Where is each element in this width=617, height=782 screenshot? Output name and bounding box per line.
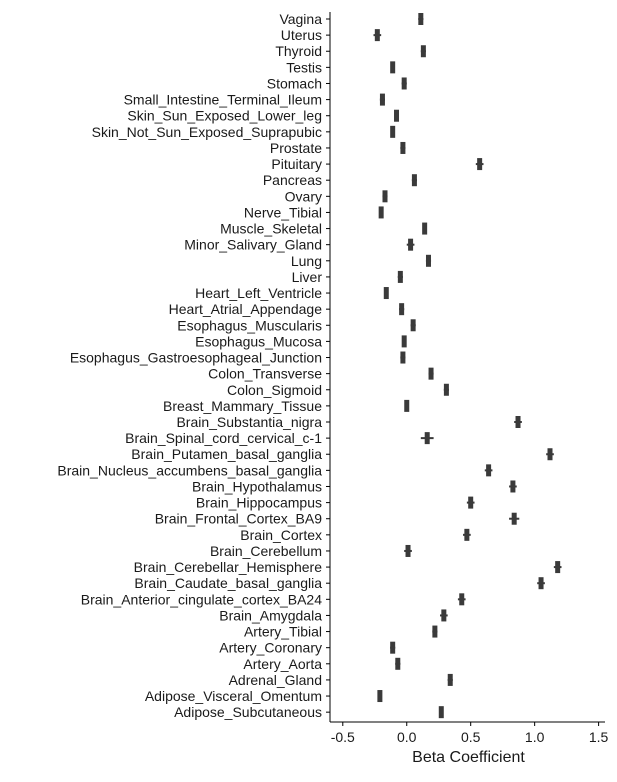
category-label: Testis: [286, 59, 322, 76]
point-estimate: [555, 561, 560, 573]
category-label: Muscle_Skeletal: [220, 220, 322, 237]
category-label: Brain_Frontal_Cortex_BA9: [154, 510, 322, 527]
data-point: [467, 497, 475, 509]
x-tick-label: 1.0: [524, 729, 545, 745]
category-label: Brain_Cortex: [240, 526, 322, 543]
data-point: [402, 335, 407, 347]
category-label: Colon_Sigmoid: [227, 381, 322, 398]
point-estimate: [400, 352, 405, 364]
data-point: [422, 223, 427, 235]
point-estimate: [375, 29, 380, 41]
point-estimate: [394, 110, 399, 122]
data-point: [373, 29, 381, 41]
point-estimate: [406, 545, 411, 557]
x-tick-label: 0.5: [460, 729, 481, 745]
data-point: [426, 255, 431, 267]
category-label: Artery_Aorta: [243, 655, 322, 672]
data-point: [514, 416, 522, 428]
data-point: [546, 448, 554, 460]
data-point: [421, 432, 434, 444]
point-estimate: [477, 158, 482, 170]
category-label: Stomach: [266, 75, 322, 92]
data-point: [411, 319, 416, 331]
point-estimate: [411, 319, 416, 331]
data-point: [404, 400, 409, 412]
point-estimate: [425, 432, 430, 444]
data-point: [400, 142, 405, 154]
category-label: Artery_Tibial: [243, 623, 322, 640]
data-point: [384, 287, 389, 299]
point-estimate: [399, 303, 404, 315]
data-point: [476, 158, 484, 170]
data-point: [509, 480, 517, 492]
data-point: [432, 626, 437, 638]
category-label: Brain_Amygdala: [219, 607, 322, 624]
data-point: [398, 271, 403, 283]
data-point: [439, 706, 444, 718]
data-point: [377, 690, 382, 702]
point-estimate: [548, 448, 553, 460]
data-point: [458, 593, 466, 605]
category-label: Pituitary: [271, 156, 322, 173]
category-label: Minor_Salivary_Gland: [184, 236, 322, 253]
point-estimate: [377, 690, 382, 702]
point-estimate: [395, 658, 400, 670]
category-label: Brain_Hypothalamus: [192, 478, 322, 495]
point-estimate: [426, 255, 431, 267]
x-tick-label: 0.0: [397, 729, 417, 745]
data-point: [379, 206, 384, 218]
data-point: [412, 174, 417, 186]
point-estimate: [444, 384, 449, 396]
point-estimate: [383, 190, 388, 202]
point-estimate: [459, 593, 464, 605]
point-estimate: [448, 674, 453, 686]
point-estimate: [432, 626, 437, 638]
category-label: Vagina: [279, 11, 322, 27]
category-label: Prostate: [269, 139, 322, 156]
data-point: [444, 384, 449, 396]
data-point: [463, 529, 471, 541]
y-axis-ticks: [326, 19, 330, 712]
category-label: Brain_Putamen_basal_ganglia: [131, 446, 322, 463]
point-estimate: [390, 61, 395, 73]
data-point: [402, 77, 407, 89]
data-point: [399, 303, 404, 315]
category-label: Brain_Hippocampus: [195, 494, 322, 511]
point-estimate: [539, 577, 544, 589]
point-estimate: [439, 706, 444, 718]
data-point: [509, 513, 519, 525]
category-label: Brain_Nucleus_accumbens_basal_ganglia: [57, 462, 322, 479]
point-estimate: [429, 368, 434, 380]
category-label: Esophagus_Mucosa: [195, 333, 322, 350]
category-label: Small_Intestine_Terminal_Ileum: [123, 91, 322, 108]
data-point: [380, 94, 385, 106]
data-point: [440, 609, 448, 621]
data-point: [394, 110, 399, 122]
data-point: [404, 545, 412, 557]
data-point: [428, 368, 433, 380]
point-estimate: [402, 77, 407, 89]
category-label: Nerve_Tibial: [243, 204, 322, 221]
point-estimate: [390, 642, 395, 654]
data-point: [448, 674, 453, 686]
x-axis-ticks: [331, 722, 609, 745]
category-label: Brain_Cerebellar_Hemisphere: [133, 559, 322, 576]
point-estimate: [412, 174, 417, 186]
category-label: Heart_Atrial_Appendage: [168, 301, 322, 318]
point-estimate: [468, 497, 473, 509]
data-points: [373, 13, 561, 718]
category-label: Artery_Coronary: [219, 639, 322, 656]
category-label: Brain_Anterior_cingulate_cortex_BA24: [80, 591, 322, 608]
category-label: Ovary: [284, 188, 322, 205]
data-point: [390, 126, 395, 138]
category-label: Adipose_Subcutaneous: [174, 704, 322, 721]
category-label: Brain_Cerebellum: [209, 542, 322, 559]
point-estimate: [379, 206, 384, 218]
data-point: [537, 577, 545, 589]
point-estimate: [421, 45, 426, 57]
data-point: [407, 239, 415, 251]
point-estimate: [404, 400, 409, 412]
category-label: Brain_Caudate_basal_ganglia: [134, 575, 322, 592]
category-label: Lung: [290, 252, 322, 269]
x-axis-title: Beta Coefficient: [412, 749, 525, 766]
category-label: Adipose_Visceral_Omentum: [144, 688, 322, 705]
category-label: Thyroid: [275, 43, 322, 60]
x-tick-label: -0.5: [330, 729, 355, 745]
point-estimate: [418, 13, 423, 25]
point-estimate: [390, 126, 395, 138]
data-point: [395, 658, 400, 670]
point-estimate: [516, 416, 521, 428]
point-estimate: [512, 513, 517, 525]
category-label: Heart_Left_Ventricle: [195, 285, 322, 302]
point-estimate: [402, 335, 407, 347]
point-estimate: [400, 142, 405, 154]
category-label: Brain_Spinal_cord_cervical_c-1: [125, 430, 322, 447]
point-estimate: [422, 223, 427, 235]
category-label: Esophagus_Muscularis: [177, 317, 322, 334]
point-estimate: [510, 480, 515, 492]
point-estimate: [486, 464, 491, 476]
data-point: [390, 642, 395, 654]
data-point: [421, 45, 426, 57]
category-label: Esophagus_Gastroesophageal_Junction: [69, 349, 322, 366]
data-point: [554, 561, 562, 573]
category-label: Brain_Substantia_nigra: [176, 414, 322, 430]
x-tick-label: 1.5: [588, 729, 609, 745]
data-point: [485, 464, 493, 476]
category-label: Uterus: [280, 27, 322, 44]
point-estimate: [398, 271, 403, 283]
data-point: [418, 13, 423, 25]
category-label: Skin_Sun_Exposed_Lower_leg: [127, 107, 322, 124]
category-label: Breast_Mammary_Tissue: [163, 397, 322, 414]
point-estimate: [441, 609, 446, 621]
category-label: Skin_Not_Sun_Exposed_Suprapubic: [91, 123, 322, 140]
point-estimate: [384, 287, 389, 299]
category-label: Adrenal_Gland: [228, 671, 322, 688]
point-estimate: [380, 94, 385, 106]
data-point: [400, 352, 405, 364]
category-label: Colon_Transverse: [208, 365, 322, 382]
data-point: [382, 190, 387, 202]
point-estimate: [408, 239, 413, 251]
data-point: [390, 61, 395, 73]
category-labels: [57, 11, 322, 720]
axes: [330, 12, 605, 722]
category-label: Pancreas: [262, 172, 322, 189]
category-label: Liver: [291, 268, 322, 285]
point-estimate: [464, 529, 469, 541]
